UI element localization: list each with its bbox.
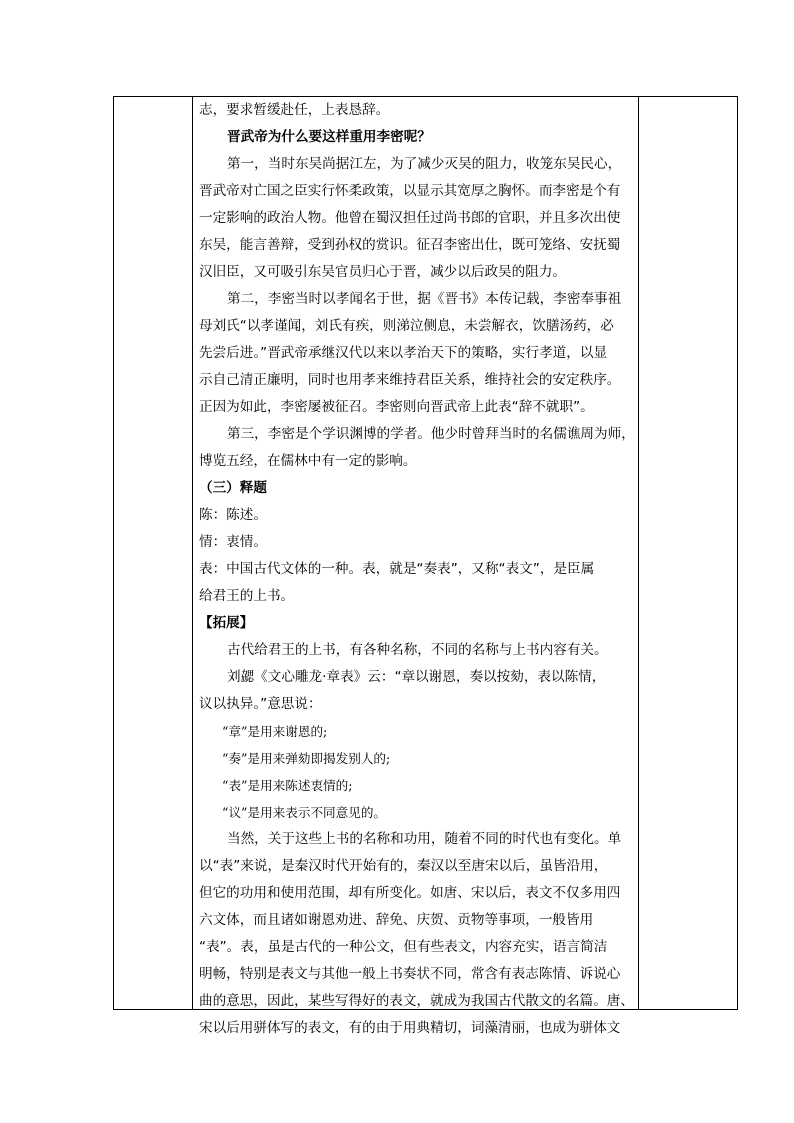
table-frame xyxy=(113,96,738,1036)
text-line: 第一，当时东吴尚据江左，为了减少灭吴的阻力，收笼东吴民心， xyxy=(227,156,622,172)
text-line: 但它的功用和使用范围，却有所变化。如唐、宋以后，表文不仅多用四 xyxy=(199,885,621,901)
text-line: 议以执异。”意思说： xyxy=(199,696,322,712)
content-cell xyxy=(199,97,639,1036)
text-line: 明畅，特别是表文与其他一般上书奏状不同，常含有表志陈情、诉说心 xyxy=(199,966,621,982)
section-heading: （三）释题 xyxy=(199,480,267,496)
text-line: 正因为如此，李密屡被征召。李密则向晋武帝上此表“辞不就职”。 xyxy=(199,399,594,415)
text-line: 曲的意思，因此，某些写得好的表文，就成为我国古代散文的名篇。唐、 xyxy=(199,993,634,1009)
text-line: “表”。表，虽是古代的一种公文，但有些表文，内容充实，语言简洁 xyxy=(199,939,608,955)
text-line: 第二，李密当时以孝闻名于世，据《晋书》本传记载，李密奉事祖 xyxy=(227,291,622,307)
text-line: 情：衷情。 xyxy=(199,534,267,550)
column-divider-left xyxy=(192,97,193,1009)
text-line: 母刘氏“以孝谨闻，刘氏有疾，则涕泣侧息，未尝解衣，饮膳汤药，必 xyxy=(199,318,614,334)
text-line: “表”是用来陈述衷情的; xyxy=(222,778,353,793)
text-line: 东吴，能言善辩，受到孙权的赏识。征召李密出仕，既可笼络、安抚蜀 xyxy=(199,237,621,253)
text-line: “奏”是用来弹劾即揭发别人的; xyxy=(222,751,391,766)
text-line: 先尝后进。”晋武帝承继汉代以来以孝治天下的策略，实行孝道，以显 xyxy=(199,345,608,361)
text-line: 六文体，而且诸如谢恩劝进、辞免、庆贺、贡物等事项，一般皆用 xyxy=(199,912,594,928)
text-line: 给君王的上书。 xyxy=(199,588,295,604)
text-line: 第三，李密是个学识渊博的学者。他少时曾拜当时的名儒谯周为师， xyxy=(227,426,635,442)
text-line: “章”是用来谢恩的; xyxy=(222,724,328,739)
text-line: 宋以后用骈体写的表文，有的由于用典精切，词藻清丽，也成为骈体文 xyxy=(199,1020,621,1036)
text-line: 表：中国古代文体的一种。表，就是“奏表”，又称“表文”，是臣属 xyxy=(199,561,595,577)
section-question: 晋武帝为什么要这样重用李密呢？ xyxy=(227,129,431,145)
text-line: 汉旧臣，又可吸引东吴官员归心于晋，减少以后政吴的阻力。 xyxy=(199,264,567,280)
text-line: “议”是用来表示不同意见的。 xyxy=(222,805,387,820)
text-line: 一定影响的政治人物。他曾在蜀汉担任过尚书郎的官职，并且多次出使 xyxy=(199,210,621,226)
text-line: 古代给君王的上书，有各种名称，不同的名称与上书内容有关。 xyxy=(227,642,608,658)
text-line: 志，要求暂缓赴任，上表恳辞。 xyxy=(199,102,390,118)
text-line: 刘勰《文心雕龙·章表》云：“章以谢恩，奏以按劾，表以陈情， xyxy=(227,669,606,685)
text-line: 博览五经，在儒林中有一定的影响。 xyxy=(199,453,417,469)
text-line: 陈：陈述。 xyxy=(199,507,267,523)
text-line: 晋武帝对亡国之臣实行怀柔政策，以显示其宽厚之胸怀。而李密是个有 xyxy=(199,183,621,199)
text-line: 当然，关于这些上书的名称和功用，随着不同的时代也有变化。单 xyxy=(227,831,622,847)
text-line: 示自己清正廉明，同时也用孝来维持君臣关系，维持社会的安定秩序。 xyxy=(199,372,621,388)
text-line: 以“表”来说，是秦汉时代开始有的，秦汉以至唐宋以后，虽皆沿用， xyxy=(199,858,608,874)
section-heading: 【拓展】 xyxy=(199,615,254,631)
